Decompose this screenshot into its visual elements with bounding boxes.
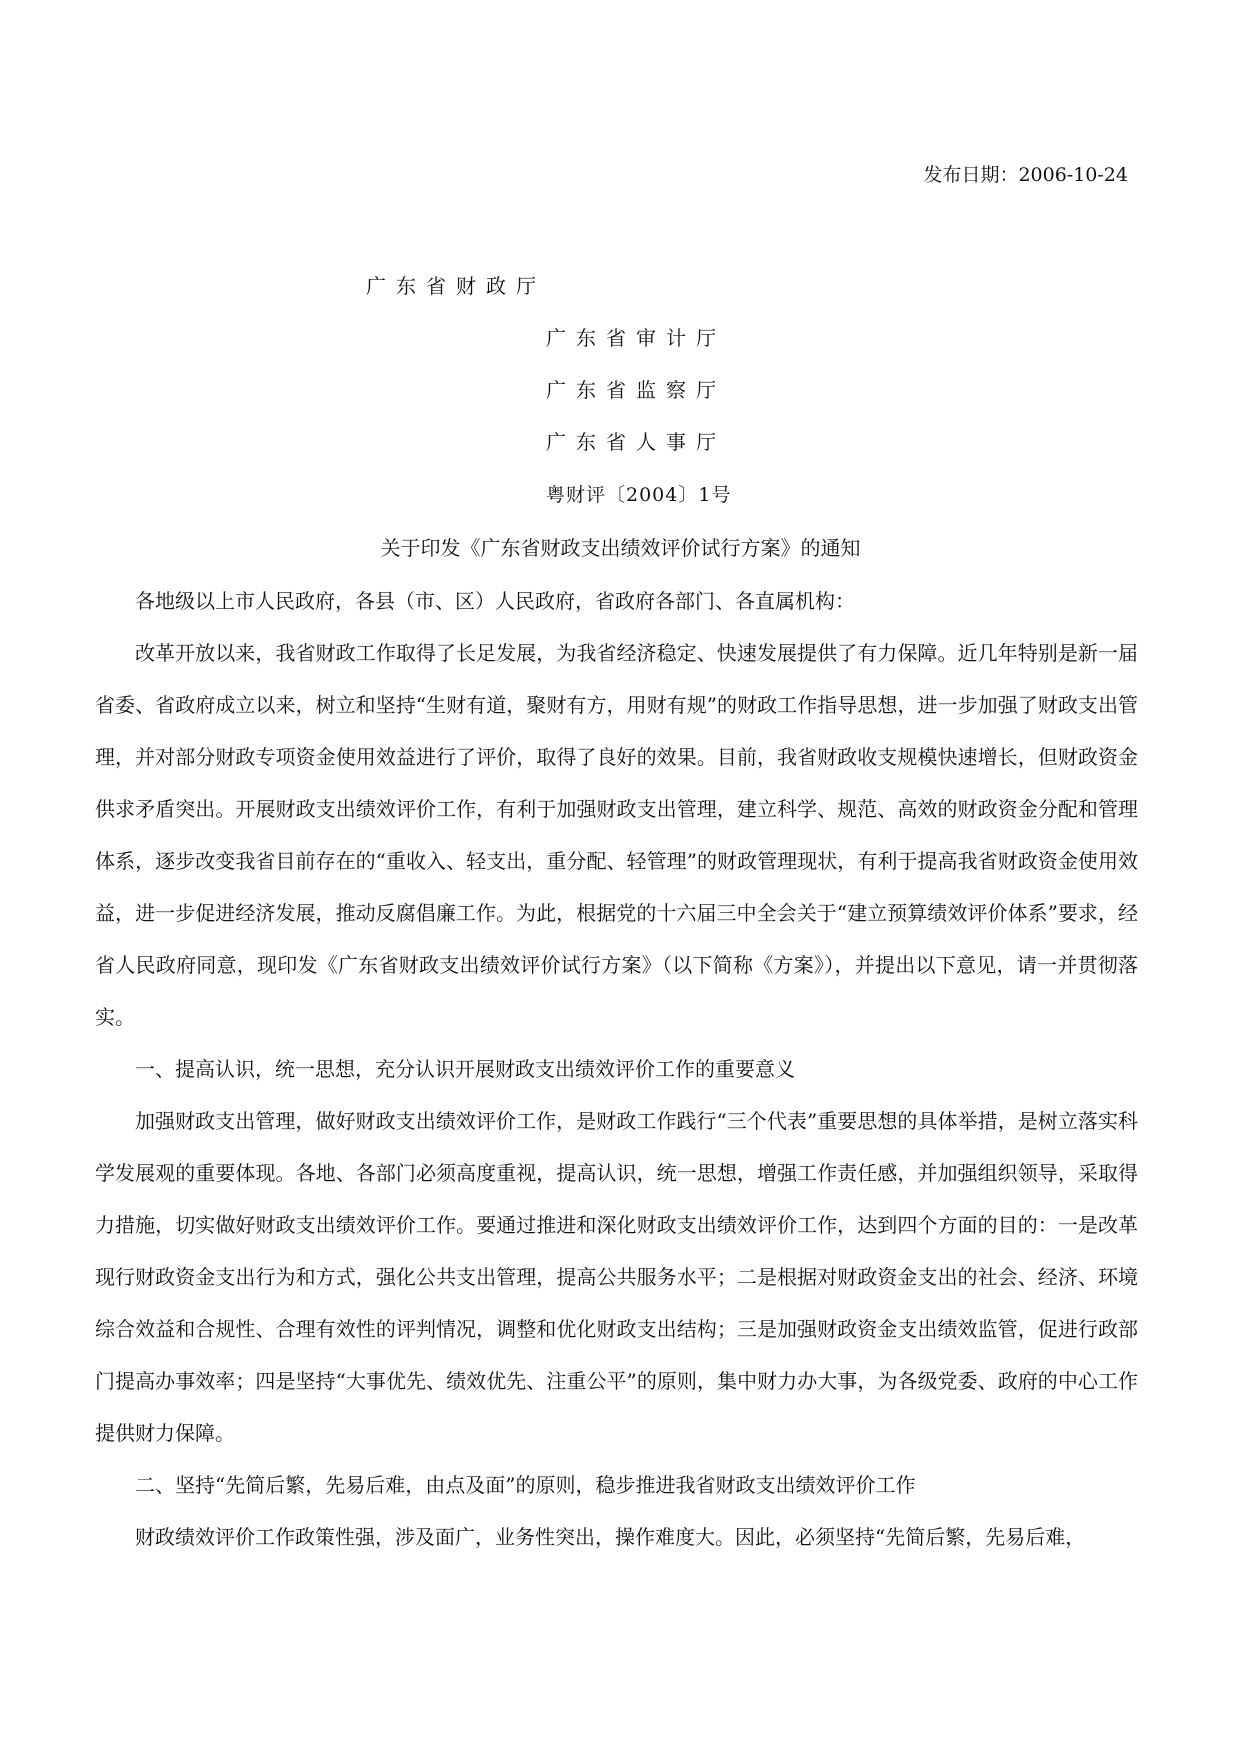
section-heading-1: 一、提高认识，统一思想，充分认识开展财政支出绩效评价工作的重要意义 xyxy=(135,1057,795,1081)
agency-audit: 广东省审计厅 xyxy=(546,326,726,350)
document-title: 关于印发《广东省财政支出绩效评价试行方案》的通知 xyxy=(380,536,861,560)
section-heading-2: 二、坚持“先简后繁，先易后难，由点及面”的原则，稳步推进我省财政支出绩效评价工作 xyxy=(135,1473,916,1497)
agency-supervision: 广东省监察厅 xyxy=(546,378,726,402)
paragraph-intro: 改革开放以来，我省财政工作取得了长足发展，为我省经济稳定、快速发展提供了有力保障。近几年特别是新一届省委、省政府成立以来，树立和坚持“生财有道，聚财有方，用财有规”的财政工作指导思想，进一步加强了财政支出管理，并对部分财政专项资金使用效益进行了评价，取得了良好的效果。目前，我省财政收支规模快速增长，但财政资金供求矛盾突出。开展财政支出绩效评价工作，有利于加强财政支出管理，建立科学、规范、高效的财政资金分配和管理体系，逐步改变我省目前存在的“重收入、轻支出，重分配、轻管理”的财政管理现状，有利于提高我省财政资金使用效益，进一步促进经济发展，推动反腐倡廉工作。为此，根据党的十六届三中全会关于“建立预算绩效评价体系”要求，经省人民政府同意，现印发《广东省财政支出绩效评价试行方案》（以下简称《方案》），并提出以下意见，请一并贯彻落实。 xyxy=(95,641,1138,1029)
salutation: 各地级以上市人民政府，各县（市、区）人民政府，省政府各部门、各直属机构： xyxy=(135,589,855,613)
publish-date: 发布日期：2006-10-24 xyxy=(923,164,1128,186)
agency-personnel: 广东省人事厅 xyxy=(546,430,726,454)
document-number: 粤财评〔2004〕1号 xyxy=(546,484,732,506)
agency-finance: 广东省财政厅 xyxy=(366,274,546,298)
paragraph-section-2: 财政绩效评价工作政策性强，涉及面广，业务性突出，操作难度大。因此，必须坚持“先简后繁，先易后难， xyxy=(135,1525,1086,1549)
document-body xyxy=(95,627,1138,1563)
paragraph-section-1: 加强财政支出管理，做好财政支出绩效评价工作，是财政工作践行“三个代表”重要思想的具体举措，是树立落实科学发展观的重要体现。各地、各部门必须高度重视，提高认识，统一思想，增强工作责任感，并加强组织领导，采取得力措施，切实做好财政支出绩效评价工作。要通过推进和深化财政支出绩效评价工作，达到四个方面的目的：一是改革现行财政资金支出行为和方式，强化公共支出管理，提高公共服务水平；二是根据对财政资金支出的社会、经济、环境综合效益和合规性、合理有效性的评判情况，调整和优化财政支出结构；三是加强财政资金支出绩效监管，促进行政部门提高办事效率；四是坚持“大事优先、绩效优先、注重公平”的原则，集中财力办大事，为各级党委、政府的中心工作提供财力保障。 xyxy=(95,1109,1138,1445)
